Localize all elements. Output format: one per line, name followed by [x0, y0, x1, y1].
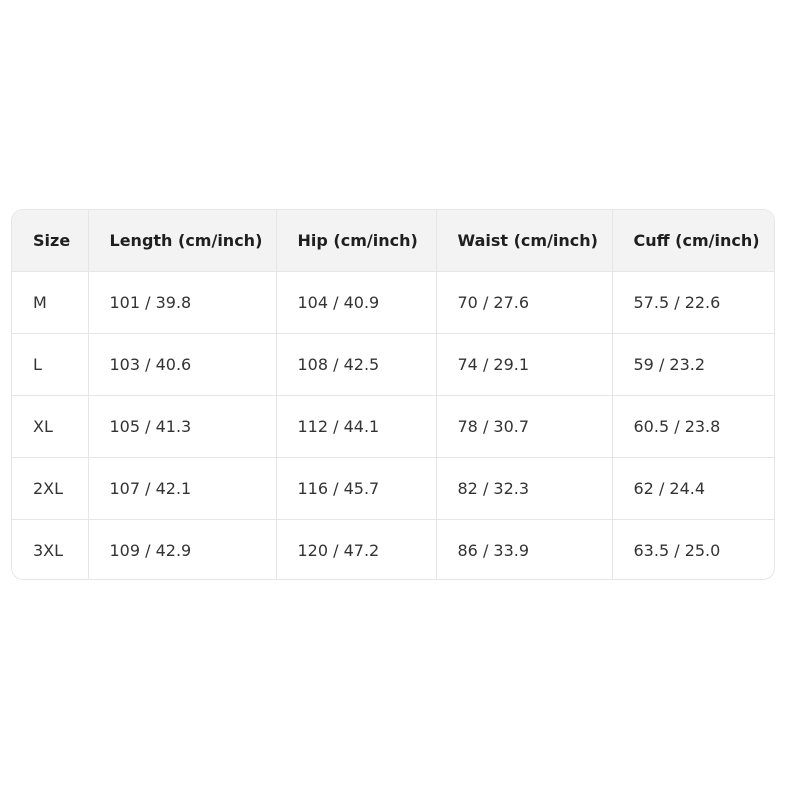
- cell-length: 105 / 41.3: [88, 395, 276, 457]
- cell-hip: 120 / 47.2: [276, 519, 436, 580]
- cell-cuff: 63.5 / 25.0: [633, 540, 721, 560]
- cell-length: 103 / 40.6: [88, 333, 276, 395]
- cell-cuff: 59 / 23.2: [612, 333, 775, 395]
- header-waist: Waist (cm/inch): [436, 210, 612, 271]
- cell-hip: 108 / 42.5: [276, 333, 436, 395]
- cell-hip: 112 / 44.1: [276, 395, 436, 457]
- header-row: [12, 210, 775, 271]
- cell-hip: 104 / 40.9: [276, 271, 436, 333]
- cell-size: L: [12, 333, 88, 395]
- cell-length: 107 / 42.1: [88, 457, 276, 519]
- size-chart: [12, 210, 775, 580]
- cell-size: M: [12, 271, 88, 333]
- table-row: [12, 395, 775, 457]
- cell-size: XL: [12, 395, 88, 457]
- table-row: [12, 457, 775, 519]
- table-body: [12, 271, 775, 580]
- header-hip: Hip (cm/inch): [276, 210, 436, 271]
- cell-length: 101 / 39.8: [88, 271, 276, 333]
- header-length: Length (cm/inch): [88, 210, 276, 271]
- cell-size: 3XL: [12, 519, 88, 580]
- header-cuff: Cuff (cm/inch): [612, 210, 775, 271]
- cell-cuff: 60.5 / 23.8: [612, 395, 775, 457]
- cell-waist: 82 / 32.3: [436, 457, 612, 519]
- header-size: Size: [12, 210, 88, 271]
- cell-cuff: 62 / 24.4: [612, 457, 775, 519]
- cell-cuff: 57.5 / 22.6: [612, 271, 775, 333]
- cell-hip: 116 / 45.7: [276, 457, 436, 519]
- size-chart-table: [11, 209, 775, 580]
- cell-waist: 86 / 33.9: [436, 519, 612, 580]
- table-header: [12, 210, 775, 271]
- table-row: [12, 271, 775, 333]
- table-row: [12, 333, 775, 395]
- cell-size: 2XL: [12, 457, 88, 519]
- cell-length: 109 / 42.9: [88, 519, 276, 580]
- cell-waist: 74 / 29.1: [436, 333, 612, 395]
- cell-waist: 70 / 27.6: [436, 271, 612, 333]
- cell-waist: 78 / 30.7: [436, 395, 612, 457]
- table-row: [12, 519, 775, 580]
